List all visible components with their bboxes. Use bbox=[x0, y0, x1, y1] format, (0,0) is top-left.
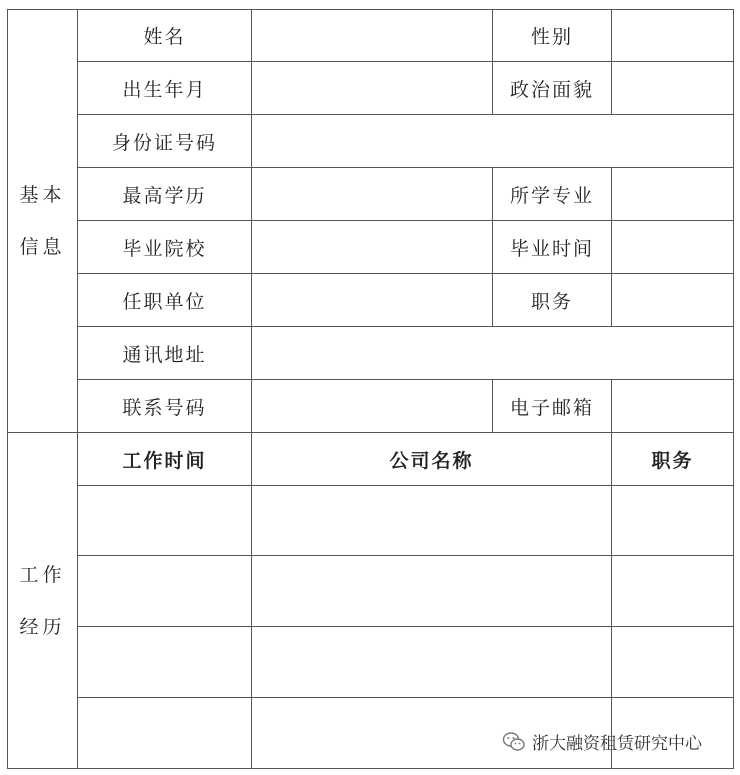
education-field[interactable] bbox=[252, 168, 493, 221]
watermark-text: 浙大融资租赁研究中心 bbox=[532, 734, 702, 754]
watermark bbox=[502, 729, 702, 754]
company-name-header: 公司名称 bbox=[252, 433, 612, 486]
email-label: 电子邮箱 bbox=[493, 380, 612, 433]
company-name-cell[interactable] bbox=[252, 486, 612, 556]
birth-field[interactable] bbox=[252, 62, 493, 115]
work-time-header: 工作时间 bbox=[78, 433, 252, 486]
position-field[interactable] bbox=[612, 274, 734, 327]
name-label: 姓名 bbox=[78, 10, 252, 62]
work-time-cell[interactable] bbox=[78, 486, 252, 556]
school-label: 毕业院校 bbox=[78, 221, 252, 274]
name-field[interactable] bbox=[252, 10, 493, 62]
email-field[interactable] bbox=[612, 380, 734, 433]
major-field[interactable] bbox=[612, 168, 734, 221]
political-status-label: 政治面貌 bbox=[493, 62, 612, 115]
table-row bbox=[8, 486, 734, 556]
gender-label: 性别 bbox=[493, 10, 612, 62]
address-label: 通讯地址 bbox=[78, 327, 252, 380]
company-name-cell[interactable] bbox=[252, 627, 612, 698]
table-row bbox=[8, 627, 734, 698]
table-row bbox=[8, 556, 734, 627]
job-title-cell[interactable] bbox=[612, 627, 734, 698]
registration-form-table bbox=[7, 9, 734, 769]
work-experience-group-label: 工作 经历 bbox=[8, 433, 78, 769]
work-time-cell[interactable] bbox=[78, 556, 252, 627]
school-field[interactable] bbox=[252, 221, 493, 274]
position-label: 职务 bbox=[493, 274, 612, 327]
company-name-cell[interactable] bbox=[252, 556, 612, 627]
wechat-icon bbox=[502, 731, 526, 753]
job-title-cell[interactable] bbox=[612, 556, 734, 627]
education-label: 最高学历 bbox=[78, 168, 252, 221]
gender-field[interactable] bbox=[612, 10, 734, 62]
work-time-cell[interactable] bbox=[78, 627, 252, 698]
id-number-field[interactable] bbox=[252, 115, 734, 168]
graduation-time-label: 毕业时间 bbox=[493, 221, 612, 274]
address-field[interactable] bbox=[252, 327, 734, 380]
phone-field[interactable] bbox=[252, 380, 493, 433]
work-time-cell[interactable] bbox=[78, 698, 252, 769]
job-title-cell[interactable] bbox=[612, 486, 734, 556]
major-label: 所学专业 bbox=[493, 168, 612, 221]
graduation-time-field[interactable] bbox=[612, 221, 734, 274]
id-number-label: 身份证号码 bbox=[78, 115, 252, 168]
employer-field[interactable] bbox=[252, 274, 493, 327]
phone-label: 联系号码 bbox=[78, 380, 252, 433]
job-title-header: 职务 bbox=[612, 433, 734, 486]
birth-label: 出生年月 bbox=[78, 62, 252, 115]
basic-info-group-label: 基本 信息 bbox=[8, 10, 78, 433]
political-status-field[interactable] bbox=[612, 62, 734, 115]
employer-label: 任职单位 bbox=[78, 274, 252, 327]
